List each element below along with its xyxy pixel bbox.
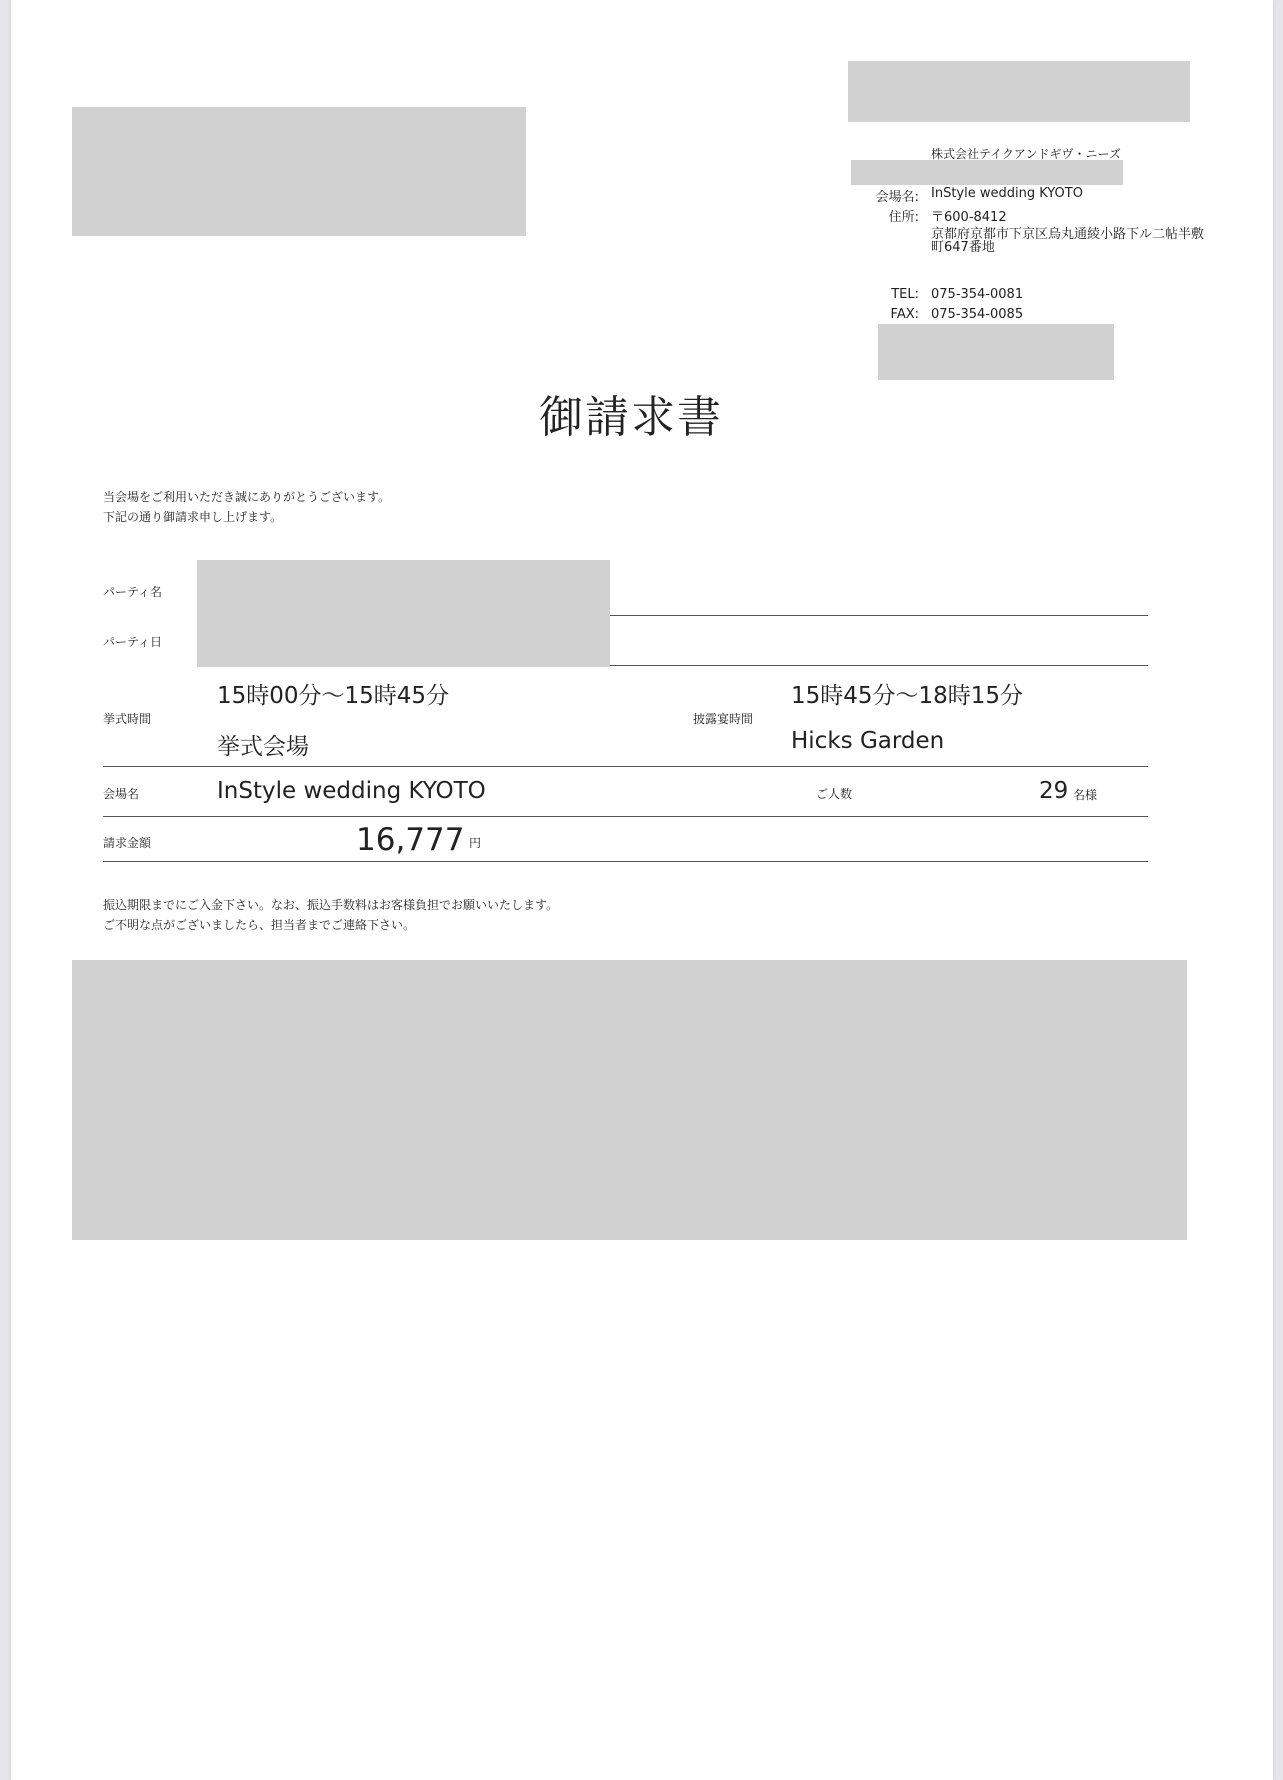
venue-row-label: 会場名 [103, 787, 140, 801]
amount-unit: 円 [469, 836, 482, 850]
amount-value: 16,777 [356, 822, 465, 858]
guests-count: 29 [1039, 778, 1069, 804]
guests-unit: 名様 [1073, 788, 1098, 802]
redacted-header-line [851, 160, 1123, 185]
ceremony-venue-value: 挙式会場 [217, 734, 309, 760]
invoice-page [11, 0, 1273, 1780]
rule-amount [103, 861, 1148, 862]
rule-party-name [610, 615, 1148, 616]
party-name-label: パーティ名 [103, 585, 163, 599]
page-title: 御請求書 [539, 392, 723, 443]
fax-label: FAX: [890, 307, 919, 322]
address-label: 住所: [888, 210, 919, 225]
rule-venue [103, 816, 1148, 817]
address-text: 京都府京都市下京区烏丸通綾小路下ル二帖半敷町647番地 [931, 227, 1205, 255]
venue-label: 会場名: [875, 190, 919, 205]
reception-venue-value: Hicks Garden [791, 728, 945, 754]
tel-label: TEL: [891, 287, 919, 302]
venue-value: InStyle wedding KYOTO [931, 186, 1083, 201]
venue-row-value: InStyle wedding KYOTO [217, 778, 486, 804]
redacted-recipient-block [72, 107, 526, 236]
redacted-bank-info [72, 960, 1187, 1240]
rule-party-date [610, 665, 1148, 666]
redacted-party-info [197, 560, 610, 667]
redacted-header-block [848, 61, 1190, 122]
note-line-2: ご不明な点がございましたら、担当者までご連絡下さい。 [103, 918, 416, 932]
rule-times [103, 766, 1148, 767]
amount-label: 請求金額 [103, 836, 152, 850]
company-name: 株式会社テイクアンドギヴ・ニーズ [931, 147, 1121, 161]
reception-time-value: 15時45分〜18時15分 [791, 683, 1024, 709]
guests-label: ご人数 [816, 787, 853, 801]
ceremony-time-label: 挙式時間 [103, 712, 152, 726]
redacted-stamp-block [878, 324, 1114, 380]
note-line-1: 振込期限までにご入金下さい。なお、振込手数料はお客様負担でお願いいたします。 [103, 898, 559, 912]
party-date-label: パーティ日 [103, 635, 163, 649]
greeting-line-1: 当会場をご利用いただき誠にありがとうございます。 [103, 490, 391, 504]
greeting-line-2: 下記の通り御請求申し上げます。 [103, 510, 283, 524]
tel-value: 075-354-0081 [931, 287, 1024, 302]
reception-time-label: 披露宴時間 [693, 712, 754, 726]
fax-value: 075-354-0085 [931, 307, 1024, 322]
postal-code: 〒600-8412 [931, 210, 1007, 225]
ceremony-time-value: 15時00分〜15時45分 [217, 683, 450, 709]
